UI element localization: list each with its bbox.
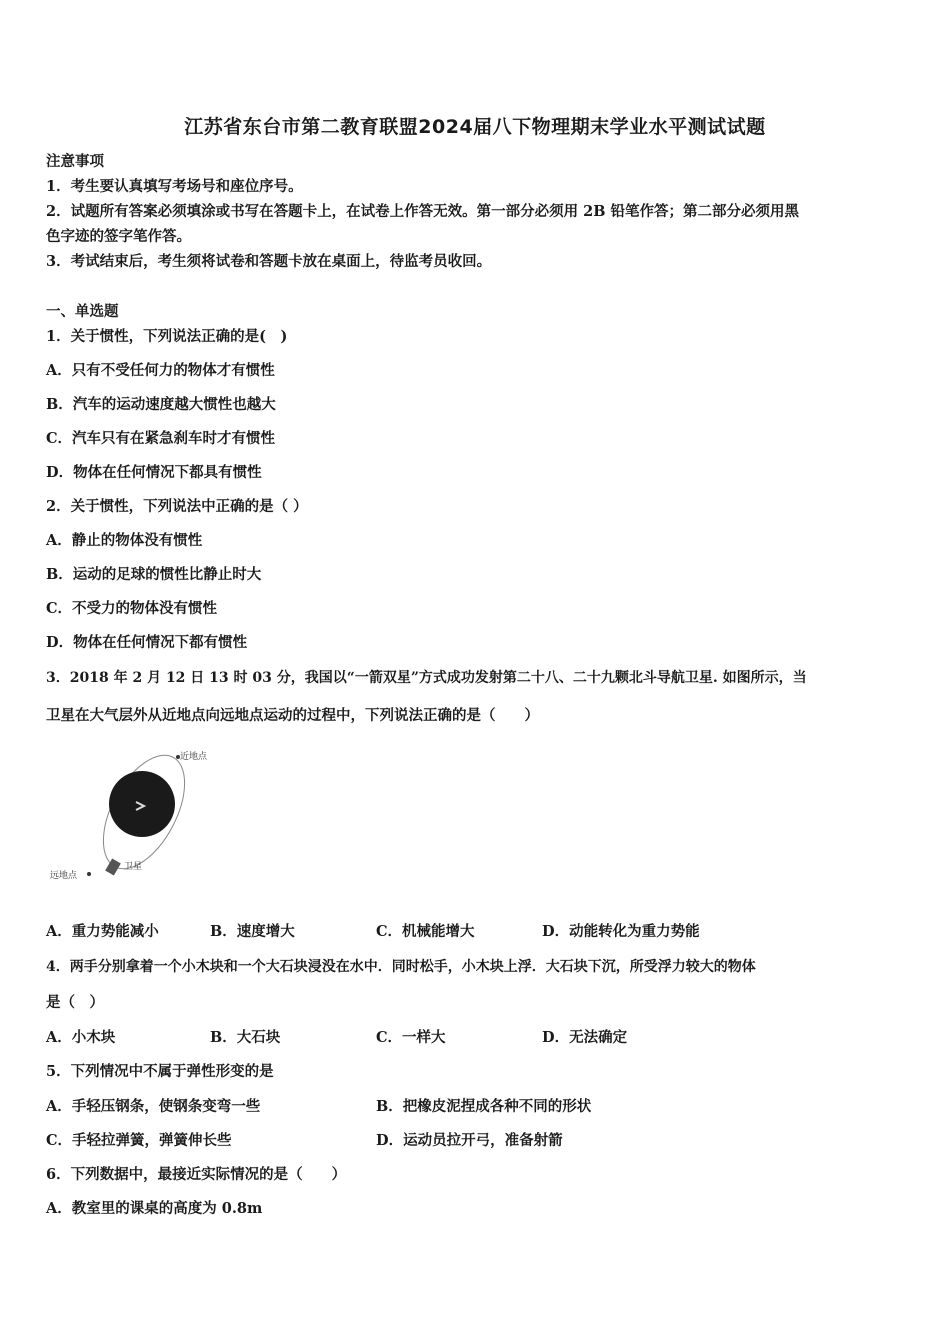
orbit-diagram bbox=[44, 742, 224, 892]
satellite-icon bbox=[105, 858, 121, 875]
notice-item: 1．考生要认真填写考场号和座位序号。 bbox=[46, 178, 303, 195]
option: A．手轻压钢条，使钢条变弯一些 bbox=[46, 1098, 261, 1115]
label-top: 近地点 bbox=[180, 752, 208, 762]
notice-item: 3．考试结束后，考生须将试卷和答题卡放在桌面上，待监考员收回。 bbox=[46, 253, 492, 270]
apogee-point bbox=[87, 872, 91, 876]
option: D．物体在任何情况下都有惯性 bbox=[46, 634, 248, 651]
notice-item: 2．试题所有答案必须填涂或书写在答题卡上，在试卷上作答无效。第一部分必须用 2B 铅笔作答；第二部分必须用黑 bbox=[46, 203, 800, 220]
option: D．动能转化为重力势能 bbox=[542, 923, 700, 940]
question-stem: 5．下列情况中不属于弹性形变的是 bbox=[46, 1063, 274, 1080]
question-stem: 卫星在大气层外从近地点向远地点运动的过程中，下列说法正确的是（ ） bbox=[46, 707, 539, 724]
option: D．物体在任何情况下都具有惯性 bbox=[46, 464, 262, 481]
option: C．一样大 bbox=[376, 1029, 446, 1046]
option: C．汽车只有在紧急刹车时才有惯性 bbox=[46, 430, 276, 447]
question-stem: 6．下列数据中，最接近实际情况的是（ ） bbox=[46, 1166, 347, 1183]
notice-heading: 注意事项 bbox=[46, 153, 104, 170]
option: B．把橡皮泥捏成各种不同的形状 bbox=[376, 1098, 592, 1115]
option: A．只有不受任何力的物体才有惯性 bbox=[46, 362, 275, 379]
notice-item: 色字迹的签字笔作答。 bbox=[46, 228, 191, 245]
option: D．无法确定 bbox=[542, 1029, 628, 1046]
option: C．机械能增大 bbox=[376, 923, 475, 940]
question-stem: 是（ ） bbox=[46, 994, 104, 1011]
option: A．重力势能减小 bbox=[46, 923, 159, 940]
question-stem: 3．2018 年 2 月 12 日 13 时 03 分，我国以“一箭双星”方式成功发射第二十八、二十九颗北斗导航卫星. 如图所示，当 bbox=[46, 670, 807, 686]
satellite-orbit-figure bbox=[44, 742, 224, 892]
option: A．教室里的课桌的高度为 0.8m bbox=[46, 1200, 263, 1217]
question-stem: 1．关于惯性，下列说法正确的是( ) bbox=[46, 328, 288, 345]
option: B．汽车的运动速度越大惯性也越大 bbox=[46, 396, 276, 413]
option: B．运动的足球的惯性比静止时大 bbox=[46, 566, 262, 583]
option: A．静止的物体没有惯性 bbox=[46, 532, 203, 549]
question-stem: 4．两手分别拿着一个小木块和一个大石块浸没在水中．同时松手，小木块上浮．大石块下沉，所受浮力较大的物体 bbox=[46, 959, 756, 975]
option: C．手轻拉弹簧，弹簧伸长些 bbox=[46, 1132, 232, 1149]
option: B．速度增大 bbox=[210, 923, 295, 940]
question-stem: 2．关于惯性，下列说法中正确的是（ ） bbox=[46, 498, 308, 515]
section-heading: 一、单选题 bbox=[46, 303, 119, 320]
option: C．不受力的物体没有惯性 bbox=[46, 600, 218, 617]
page-title: 江苏省东台市第二教育联盟2024届八下物理期末学业水平测试试题 bbox=[184, 116, 766, 138]
option: B．大石块 bbox=[210, 1029, 281, 1046]
label-sat: 卫星 bbox=[124, 862, 143, 872]
option: D．运动员拉开弓，准备射箭 bbox=[376, 1132, 563, 1149]
option: A．小木块 bbox=[46, 1029, 116, 1046]
label-bottom: 远地点 bbox=[50, 871, 78, 881]
